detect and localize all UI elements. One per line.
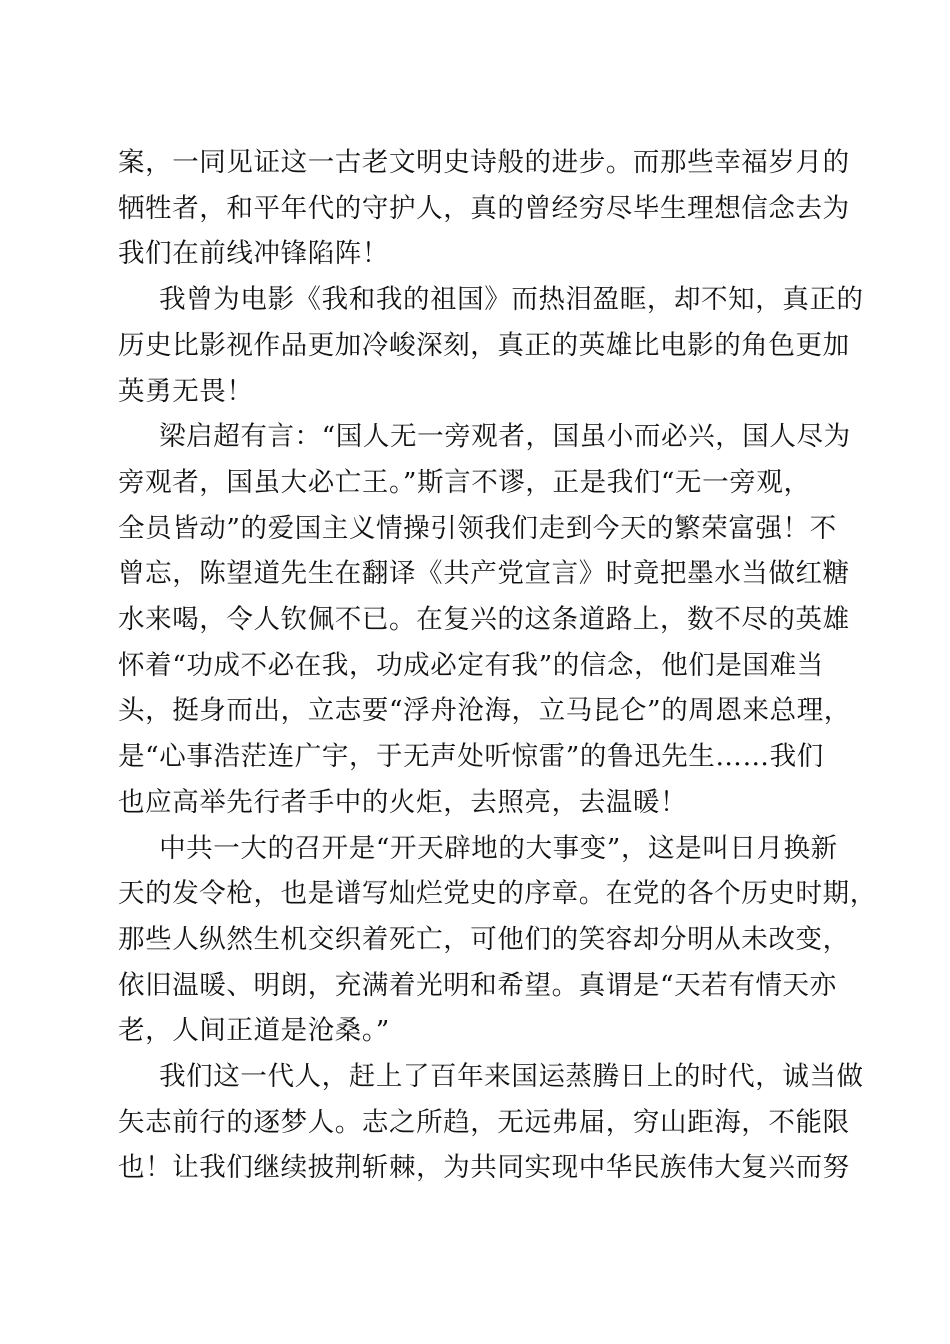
text-line: 我们这一代人，赶上了百年来国运蒸腾日上的时代，诚当做 [159, 1061, 864, 1093]
text-line: 梁启超有言：“国人无一旁观者，国虽小而必兴，国人尽为 [159, 421, 851, 453]
text-line: 我们在前线冲锋陷阵！ [118, 238, 389, 270]
text-line: 英勇无畏！ [118, 375, 254, 407]
text-line: 那些人纵然生机交织着死亡，可他们的笑容却分明从未改变， [118, 923, 850, 955]
text-line: 案，一同见证这一古老文明史诗般的进步。而那些幸福岁月的 [118, 147, 850, 178]
paragraph-3 [118, 414, 851, 825]
text-line: 老，人间正道是沧桑。” [118, 1015, 390, 1047]
text-line: 头，挺身而出，立志要“浮舟沧海，立马昆仑”的周恩来总理， [118, 695, 851, 727]
text-line: 依旧温暖、明朗，充满着光明和希望。真谓是“天若有情天亦 [118, 969, 837, 1001]
paragraph-1 [118, 140, 850, 277]
text-line: 曾忘，陈望道先生在翻译《共产党宣言》时竟把墨水当做红糖 [118, 558, 850, 590]
text-line: 水来喝，令人钦佩不已。在复兴的这条道路上，数不尽的英雄 [118, 604, 850, 636]
text-line: 是“心事浩茫连广宇，于无声处听惊雷”的鲁迅先生……我们 [118, 741, 824, 773]
text-line: 怀着“功成不必在我，功成必定有我”的信念，他们是国难当 [118, 649, 824, 681]
paragraph-4 [118, 826, 877, 1055]
text-line: 我曾为电影《我和我的祖国》而热泪盈眶，却不知，真正的 [159, 284, 864, 316]
text-line: 中共一大的召开是“开天辟地的大事变”，这是叫日月换新 [159, 832, 838, 864]
paragraph-5 [118, 1054, 864, 1191]
text-line: 矢志前行的逐梦人。志之所趋，无远弗届，穷山距海，不能限 [118, 1106, 850, 1138]
text-line: 牺牲者，和平年代的守护人，真的曾经穷尽毕生理想信念去为 [118, 192, 850, 224]
text-line: 全员皆动”的爱国主义情操引领我们走到今天的繁荣富强！不 [118, 512, 837, 544]
text-line: 也应高举先行者手中的火炬，去照亮，去温暖！ [118, 786, 688, 818]
paragraph-2 [118, 277, 864, 414]
text-line: 旁观者，国虽大必亡王。”斯言不谬，正是我们“无一旁观， [118, 466, 811, 498]
document-body [118, 140, 877, 1191]
text-line: 也！让我们继续披荆斩棘，为共同实现中华民族伟大复兴而努 [118, 1152, 850, 1184]
text-line: 历史比影视作品更加冷峻深刻，真正的英雄比电影的角色更加 [118, 329, 850, 361]
text-line: 天的发令枪，也是谱写灿烂党史的序章。在党的各个历史时期， [118, 878, 877, 910]
